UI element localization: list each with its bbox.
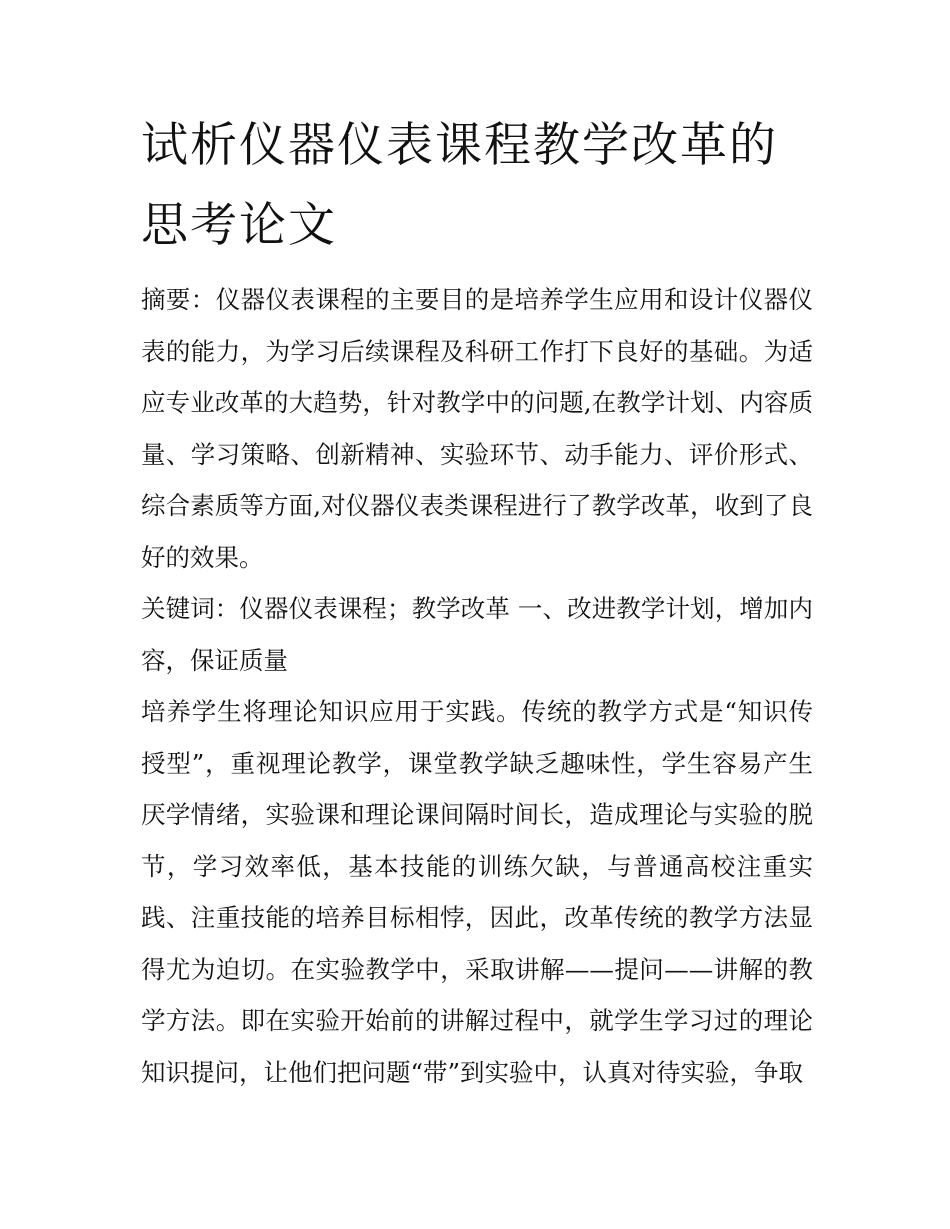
keywords-paragraph: 关键词：仪器仪表课程；教学改革 一、改进教学计划，增加内容，保证质量 [141, 594, 813, 675]
body-paragraph: 培养学生将理论知识应用于实践。传统的教学方式是“知识传授型”，重视理论教学，课堂教学缺乏趣味性，学生容易产生厌学情绪，实验课和理论课间隔时间长，造成理论与实验的脱节，学习效率低，基本技能的训练欠缺，与普通高校注重实践、注重技能的培养目标相悖，因此，改革传统的教学方法显得尤为迫切。在实验教学中，采取讲解——提问——讲解的教学方法。即在实验开始前的讲解过程中，就学生学习过的理论知识提问，让他们把问题“带”到实验中，认真对待实验，争取 [141, 697, 813, 1087]
abstract-paragraph: 摘要：仪器仪表课程的主要目的是培养学生应用和设计仪器仪表的能力，为学习后续课程及科研工作打下良好的基础。为适应专业改革的大趋势，针对教学中的问题,在教学计划、内容质量、学习策略、创新精神、实验环节、动手能力、评价形式、综合素质等方面,对仪器仪表类课程进行了教学改革，收到了良好的效果。 [141, 285, 813, 572]
document-title: 试析仪器仪表课程教学改革的思考论文 [141, 118, 778, 253]
document-body [141, 274, 813, 1098]
